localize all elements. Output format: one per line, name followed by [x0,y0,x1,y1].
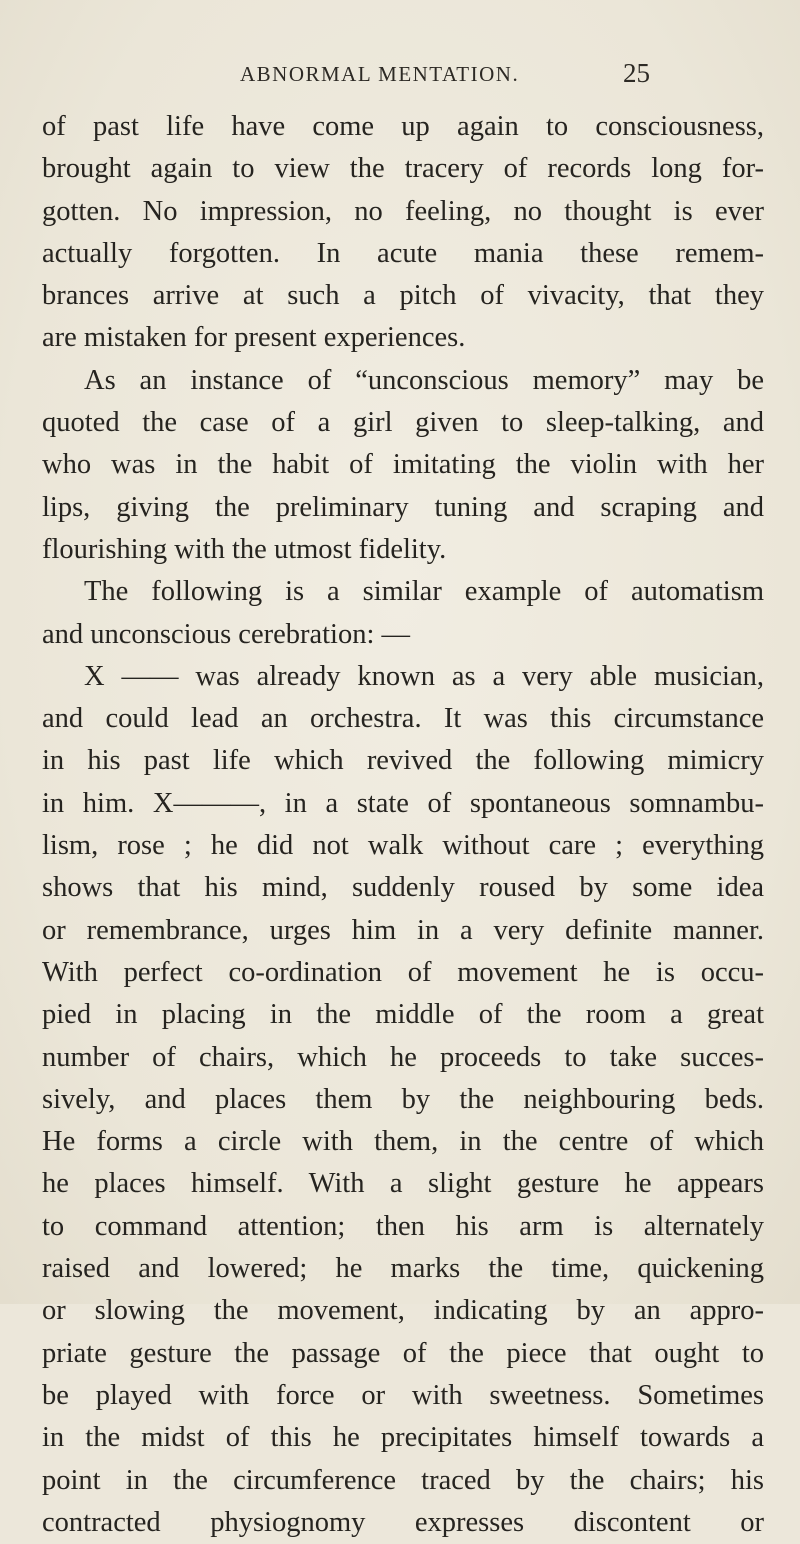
text-line: in the midst of this he precipitates himself towards a [42,1422,764,1454]
text-line: number of chairs, which he proceeds to take succes- [42,1041,764,1073]
text-line: raised and lowered; he marks the time, quickening [42,1253,764,1285]
text-line: in his past life which revived the following mimicry [42,745,764,777]
text-line: lism, rose ; he did not walk without care ; everything [42,830,764,862]
page-number: 25 [623,58,650,88]
text-line: With perfect co-ordination of movement he is occu- [42,956,764,988]
text-line: gotten. No impression, no feeling, no thought is ever [42,195,764,227]
text-line: be played with force or with sweetness. Sometimes [42,1379,764,1411]
text-line: As an instance of “unconscious memory” may be [84,364,764,396]
text-line: brought again to view the tracery of records long for- [42,153,764,185]
text-line: quoted the case of a girl given to sleep-talking, and [42,407,764,439]
text-line: and unconscious cerebration: — [42,618,411,650]
text-line: flourishing with the utmost fidelity. [42,533,447,565]
text-line: lips, giving the preliminary tuning and scraping and [42,491,764,523]
body-text [42,106,764,1544]
text-line: actually forgotten. In acute mania these remem- [42,237,764,269]
text-line: and could lead an orchestra. It was this circumstance [42,703,764,735]
text-line: shows that his mind, suddenly roused by some idea [42,872,764,904]
text-line: contracted physiognomy expresses discontent or [42,1506,764,1538]
text-line: He forms a circle with them, in the centre of which [42,1126,764,1158]
text-line: sively, and places them by the neighbouring beds. [42,1083,764,1115]
text-line: are mistaken for present experiences. [42,322,466,354]
running-head [0,58,800,88]
text-line: X —— was already known as a very able musician, [84,660,764,692]
text-line: of past life have come up again to consciousness, [42,111,764,142]
text-line: or remembrance, urges him in a very definite manner. [42,914,764,946]
text-line: pied in placing in the middle of the room a great [42,999,764,1031]
text-line: priate gesture the passage of the piece that ought to [42,1337,764,1369]
text-line: The following is a similar example of automatism [84,576,764,608]
text-line: in him. X———, in a state of spontaneous somnambu- [42,787,764,819]
text-line: or slowing the movement, indicating by an appro- [42,1295,764,1327]
text-line: brances arrive at such a pitch of vivacity, that they [42,280,764,312]
text-line: point in the circumference traced by the chairs; his [42,1464,764,1496]
text-line: to command attention; then his arm is alternately [42,1210,764,1242]
running-title: ABNORMAL MENTATION. [240,62,520,86]
text-line: who was in the habit of imitating the violin with her [42,449,764,481]
text-line: he places himself. With a slight gesture he appears [42,1168,764,1200]
